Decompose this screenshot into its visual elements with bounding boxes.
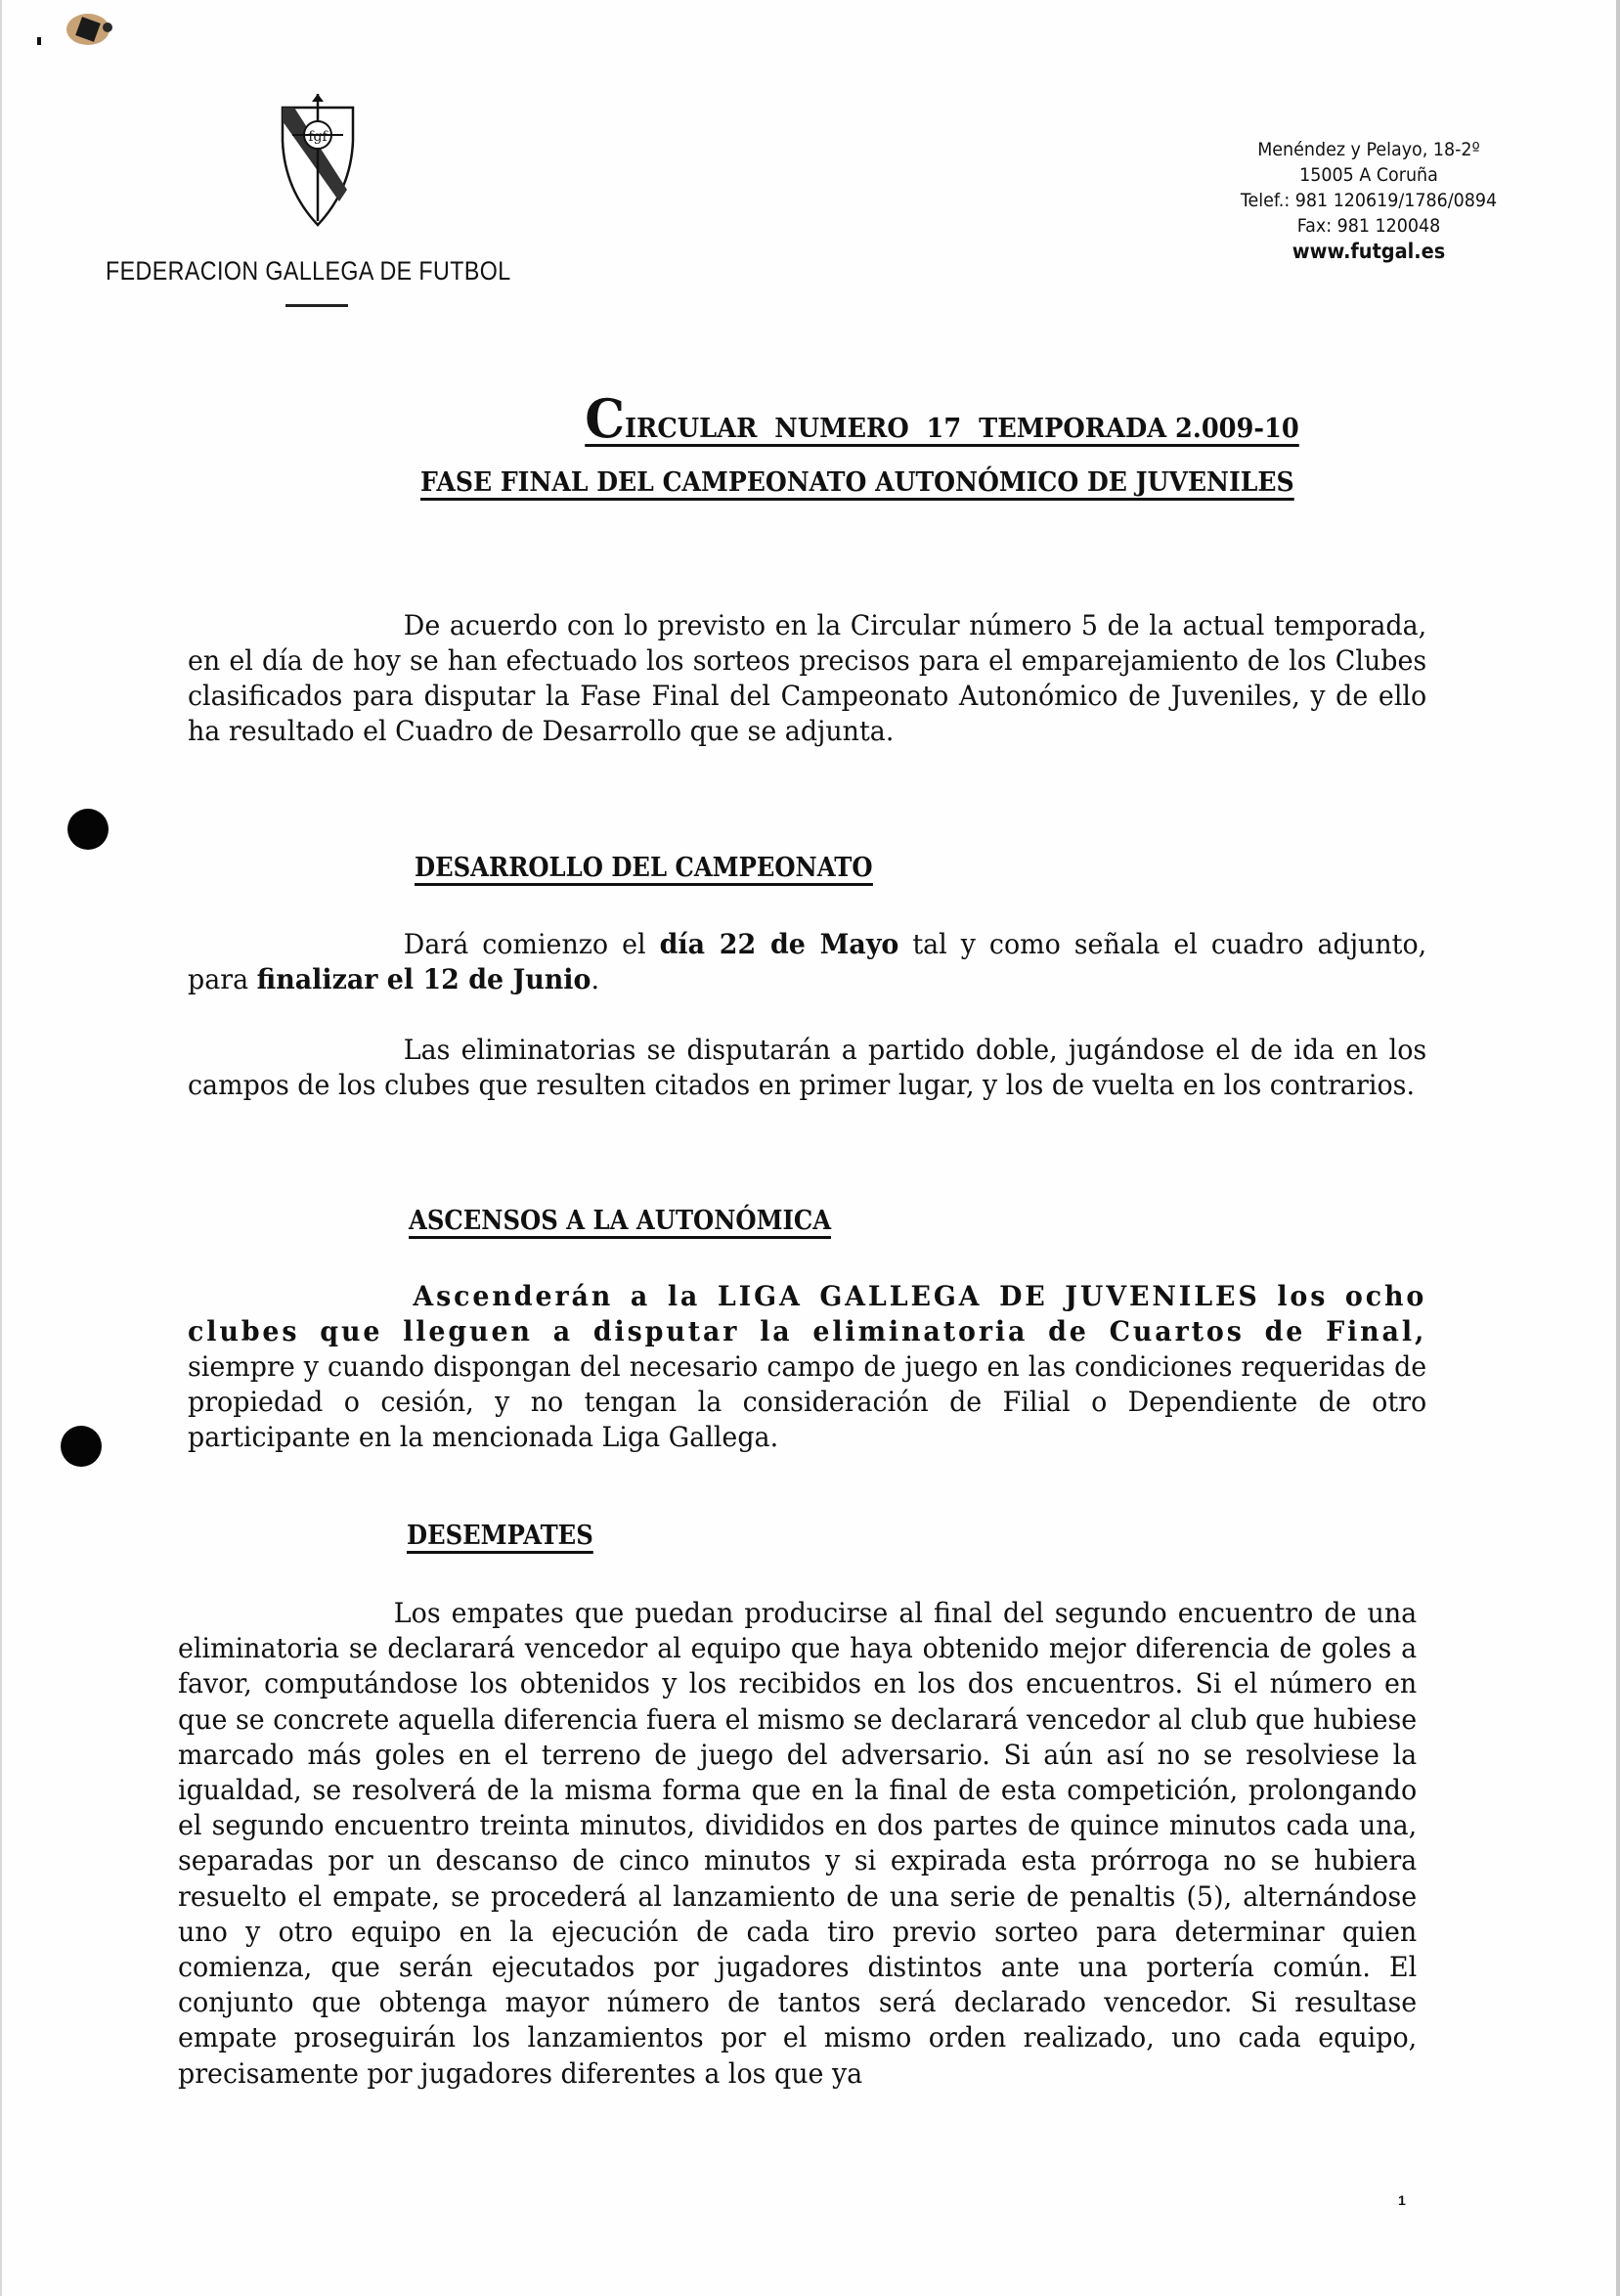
desarrollo-paragraph-1 bbox=[188, 927, 1426, 997]
staple-stain-icon bbox=[61, 8, 119, 57]
desempates-text: Los empates que puedan producirse al final del segundo encuentro de una eliminatoria se declarará vencedor al equipo que haya obtenido mejor diferencia de goles a favor, computándose los obtenidos y los recibidos en los dos encuentros. Si el número en que se concrete aquella diferencia fuera el mismo se declarará vencedor al club que hubiese marcado más goles en el terreno de juego del adversario. Si aún así no se resolviese la igualdad, se resolverá de la misma forma que en la final de esta competición, prolongando el segundo encuentro treinta minutos, divididos en dos partes de quince minutos cada una, separadas por un descanso de cinco minutos y si expirada esta prórroga no se hubiera resuelto el empate, se procederá al lanzamiento de una serie de penaltis (5), alternándose uno y otro equipo en la ejecución de cada tiro previo sorteo para determinar quien comienza, que serán ejecutados por jugadores distintos ante una portería común. El conjunto que obtenga mayor número de tantos será declarado vencedor. Si resultase empate proseguirán los lanzamientos por el mismo orden realizado, uno cada equipo, precisamente por jugadores diferentes a los que ya bbox=[178, 1597, 1418, 2090]
svg-text:fgf: fgf bbox=[308, 129, 328, 145]
address-city: 15005 A Coruña bbox=[1299, 164, 1438, 186]
organization-name: FEDERACION GALLEGA DE FUTBOL bbox=[106, 256, 511, 286]
desarrollo-text-2: Las eliminatorias se disputarán a partido doble, jugándose el de ida en los campos de los clubes que resulten citados en primer lugar, y los de vuelta en los contrarios. bbox=[188, 1034, 1427, 1101]
punch-hole-icon bbox=[67, 809, 109, 850]
ascensos-paragraph bbox=[188, 1279, 1426, 1455]
desarrollo-paragraph-2 bbox=[188, 1033, 1426, 1103]
section-heading-desempates: DESEMPATES bbox=[407, 1521, 593, 1554]
start-date: día 22 de Mayo bbox=[659, 928, 899, 960]
address-phone: Telef.: 981 120619/1786/0894 bbox=[1240, 190, 1498, 211]
dot-mark bbox=[37, 37, 41, 45]
circular-title-rest: IRCULAR NUMERO 17 TEMPORADA 2.009-10 bbox=[625, 414, 1299, 444]
desarrollo-text-b: tal y como señala el cuadro adjunto, para bbox=[188, 928, 1427, 995]
address-street: Menéndez y Pelayo, 18-2º bbox=[1257, 139, 1480, 160]
ascensos-text: siempre y cuando dispongan del necesario campo de juego en las condiciones requeridas de propiedad o cesión, y no tengan la consideración de Filial o Dependiente de otro participante en la mencionada Liga Gallega. bbox=[188, 1350, 1427, 1453]
organization-divider bbox=[285, 304, 348, 307]
address-fax: Fax: 981 120048 bbox=[1296, 215, 1441, 237]
intro-paragraph bbox=[188, 608, 1426, 749]
section-heading-desarrollo: DESARROLLO DEL CAMPEONATO bbox=[415, 853, 873, 886]
circular-subtitle: FASE FINAL DEL CAMPEONATO AUTONÓMICO DE JUVENILES bbox=[420, 467, 1294, 501]
federation-shield-icon bbox=[279, 92, 357, 229]
desarrollo-text-c: . bbox=[591, 963, 599, 995]
section-heading-ascensos: ASCENSOS A LA AUTONÓMICA bbox=[409, 1206, 831, 1239]
punch-hole-icon bbox=[61, 1426, 102, 1467]
circular-title-initial: C bbox=[585, 387, 626, 450]
intro-text: De acuerdo con lo previsto en la Circular número 5 de la actual temporada, en el día de hoy se han efectuado los sorteos precisos para el emparejamiento de los Clubes clasificados para disputar la Fase Final del Campeonato Autonómico de Juveniles, y de ello ha resultado el Cuadro de Desarrollo que se adjunta. bbox=[188, 609, 1427, 747]
end-date: finalizar el 12 de Junio bbox=[256, 963, 591, 995]
scan-edge-right bbox=[1616, 0, 1620, 2296]
page-number: 1 bbox=[1398, 2192, 1406, 2208]
ascensos-bold-text: Ascenderán a la LIGA GALLEGA DE JUVENILES los ocho clubes que lleguen a disputar la eliminatoria de Cuartos de Final, bbox=[188, 1280, 1427, 1347]
address-block bbox=[1189, 137, 1549, 264]
scan-edge-left bbox=[0, 0, 2, 2296]
desarrollo-text-a: Dará comienzo el bbox=[403, 928, 660, 960]
desempates-paragraph bbox=[178, 1596, 1417, 2092]
website-link[interactable]: www.futgal.es bbox=[1292, 240, 1446, 263]
circular-title bbox=[0, 387, 1620, 450]
